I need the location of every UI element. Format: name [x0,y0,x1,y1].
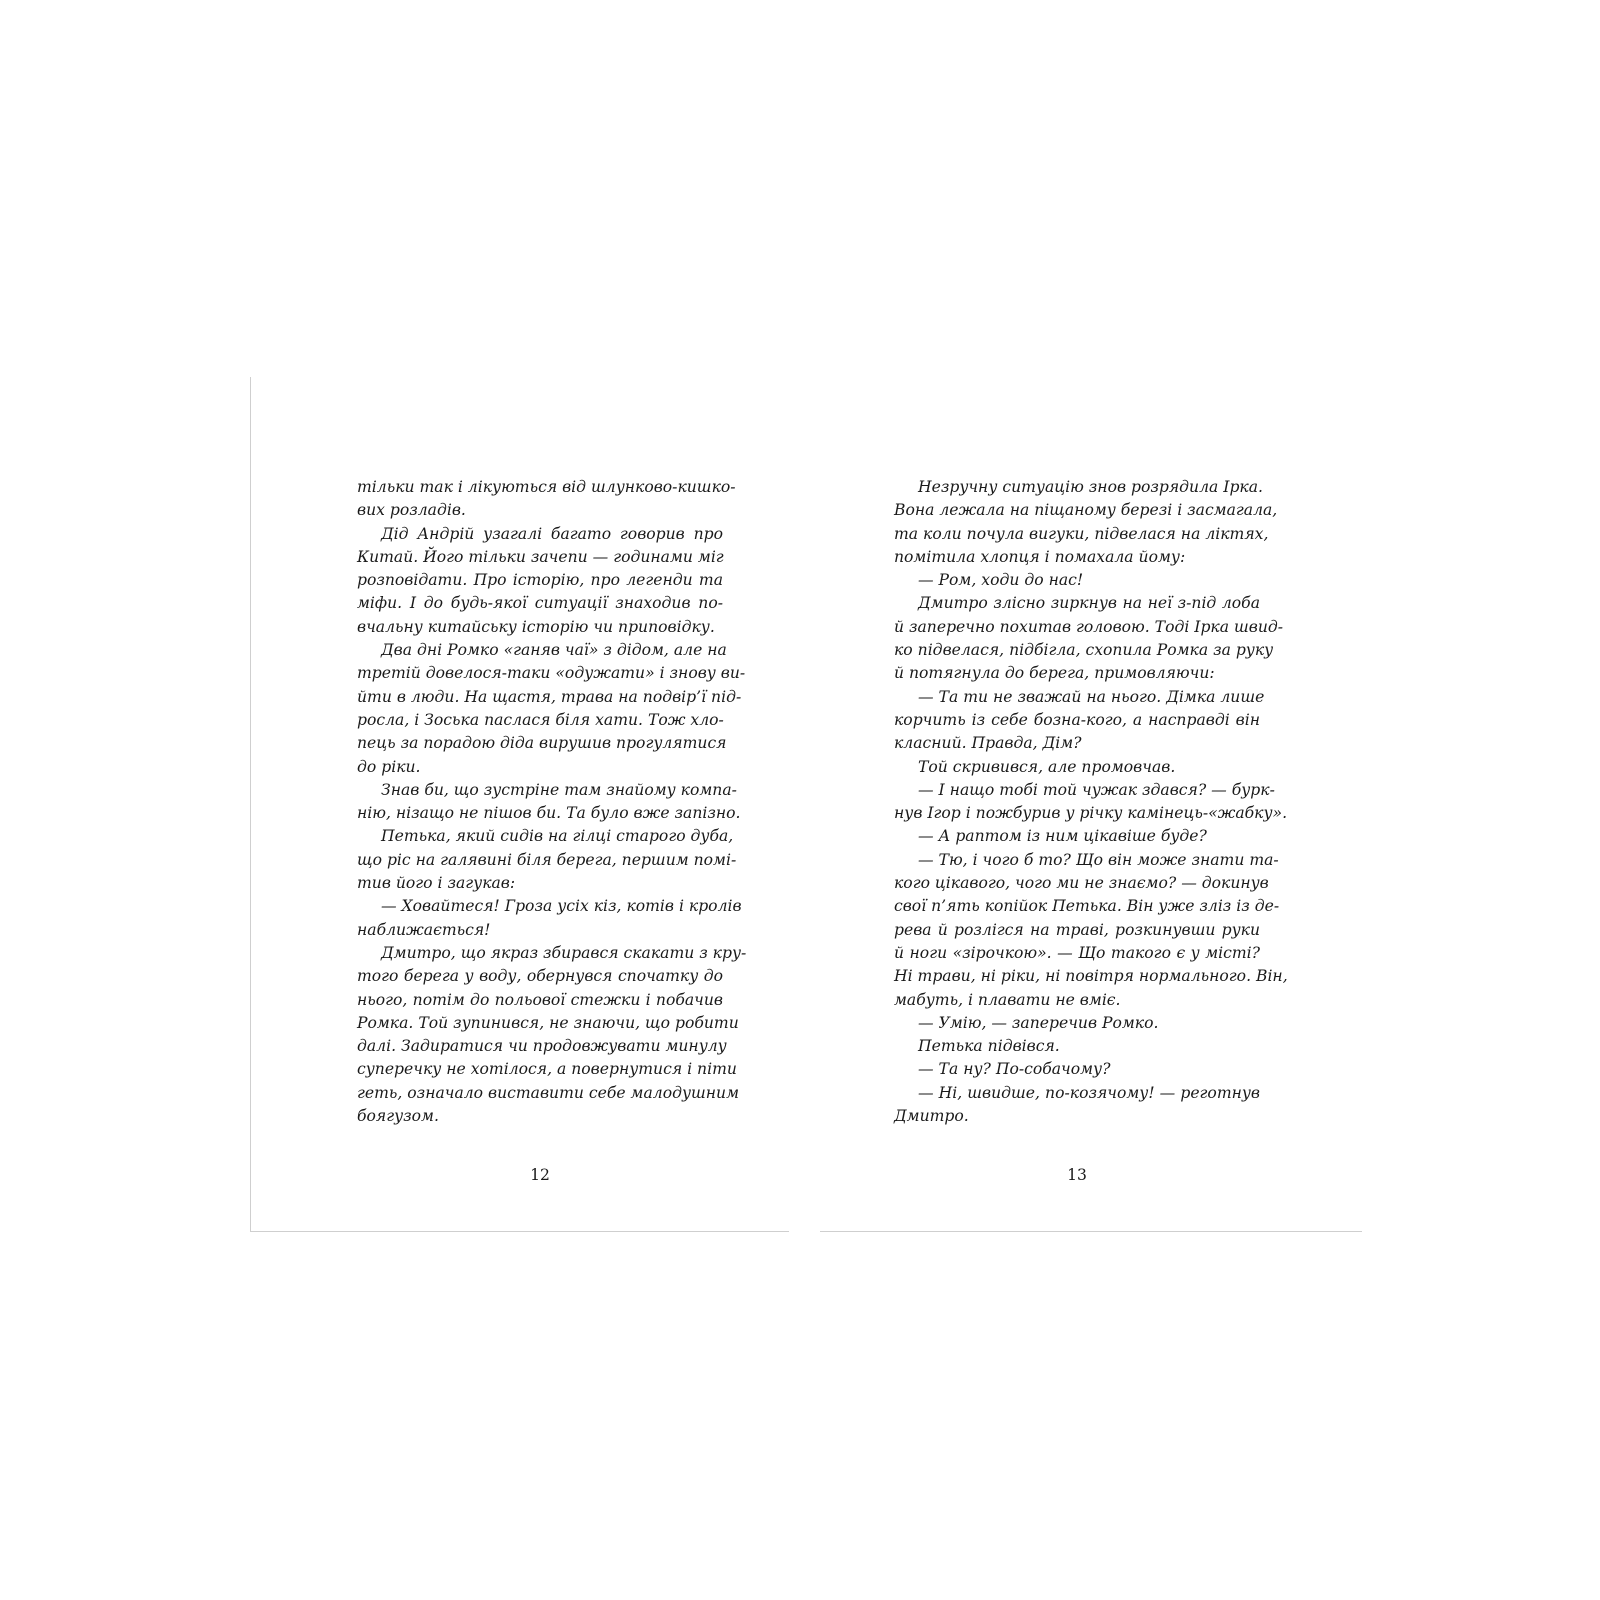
text-line: нію, нізащо не пішов би. Та було вже запізно. [357,804,741,823]
text-line: Два дні Ромко «ганяв чаї» з дідом, але на [381,641,727,660]
text-line: боягузом. [357,1107,439,1126]
text-line: класний. Правда, Дім? [894,734,1082,753]
left-page-text [357,476,747,1128]
right-page-bottom-edge [820,1231,1362,1232]
text-line: та коли почула вигуки, підвелася на ліктях, [894,524,1269,543]
left-page-number: 12 [530,1166,550,1184]
text-line: Китай. Його тільки зачепи — годинами міг [357,547,724,566]
text-line: — Та ти не зважай на нього. Дімка лише [918,687,1265,706]
text-line: — А раптом із ним цікавіше буде? [918,827,1207,846]
text-line: помітила хлопця і помахала йому: [894,547,1186,566]
right-page-number: 13 [1067,1166,1087,1184]
text-line: далі. Задиратися чи продовжувати минулу [357,1037,727,1056]
text-line: вчальну китайську історію чи приповідку. [357,617,715,636]
right-page-text [894,476,1288,1128]
text-line: й ноги «зірочкою». — Що такого є у місті? [894,943,1260,962]
text-line: ко підвелася, підбігла, схопила Ромка за руку [894,641,1274,660]
text-line: Петька, який сидів на гілці старого дуба, [381,827,734,846]
text-line: Дмитро. [894,1107,969,1126]
text-line: Знав би, що зустріне там знайому компа- [381,780,737,799]
text-line: Ні трави, ні ріки, ні повітря нормального. Він, [894,967,1288,986]
text-line: Ромка. Той зупинився, не знаючи, що робити [357,1013,739,1032]
text-line: й потягнула до берега, примовляючи: [894,664,1215,683]
text-line: росла, і Зоська паслася біля хати. Тож хло- [357,710,724,729]
text-line: Дід Андрій узагалі багато говорив про [381,524,723,543]
text-line: Дмитро злісно зиркнув на неї з-під лоба [918,594,1260,613]
text-line: Дмитро, що якраз збирався скакати з кру- [381,943,747,962]
text-line: вих розладів. [357,501,466,520]
left-page-edge [250,377,251,1231]
text-line: розповідати. Про історію, про легенди та [357,571,723,590]
text-line: — Та ну? По-собачому? [918,1060,1111,1079]
text-line: — Умію, — заперечив Ромко. [918,1013,1159,1032]
text-line: рева й розлігся на траві, розкинувши руки [894,920,1260,939]
text-line: — Ром, ходи до нас! [918,571,1084,590]
text-line: третій довелося-таки «одужати» і знову ви- [357,664,746,683]
left-page-bottom-edge [250,1231,789,1232]
text-line: суперечку не хотілося, а повернутися і піти [357,1060,737,1079]
text-line: що ріс на галявині біля берега, першим помі- [357,850,737,869]
text-line: того берега у воду, обернувся спочатку до [357,967,723,986]
text-line: пець за порадою діда вирушив прогулятися [357,734,727,753]
text-line: й заперечно похитав головою. Тоді Ірка швид- [894,617,1284,636]
text-line: тільки так і лікуються від шлунково-кишко- [357,478,736,496]
text-line: йти в люди. На щастя, трава на подвір’ї під- [357,687,742,706]
text-line: до ріки. [357,757,421,776]
text-line: Той скривився, але промовчав. [918,757,1176,776]
text-line: корчить із себе бозна-кого, а насправді він [894,710,1260,729]
text-line: геть, означало виставити себе малодушним [357,1083,740,1102]
text-line: кого цікавого, чого ми не знаємо? — докинув [894,874,1269,893]
text-line: тив його і загукав: [357,874,516,893]
text-line: міфи. І до будь-якої ситуації знаходив по- [357,594,723,613]
text-line: нього, потім до польової стежки і побачив [357,990,723,1009]
text-line: мабуть, і плавати не вміє. [894,990,1121,1009]
text-line: Петька підвівся. [918,1037,1060,1056]
text-line: — Тю, і чого б то? Що він може знати та- [918,850,1279,869]
text-line: нув Ігор і пожбурив у річку камінець-«жабку». [894,804,1288,823]
text-line: — Ховайтеся! Гроза усіх кіз, котів і кролів [381,897,742,916]
text-line: — Ні, швидше, по-козячому! — реготнув [918,1083,1260,1102]
text-line: Незручну ситуацію знов розрядила Ірка. [918,478,1263,496]
text-line: наближається! [357,920,491,939]
text-line: Вона лежала на піщаному березі і засмагала, [894,501,1278,520]
text-line: — І нащо тобі той чужак здався? — бурк- [918,780,1275,799]
text-line: свої п’ять копійок Петька. Він уже зліз із де- [894,897,1280,916]
